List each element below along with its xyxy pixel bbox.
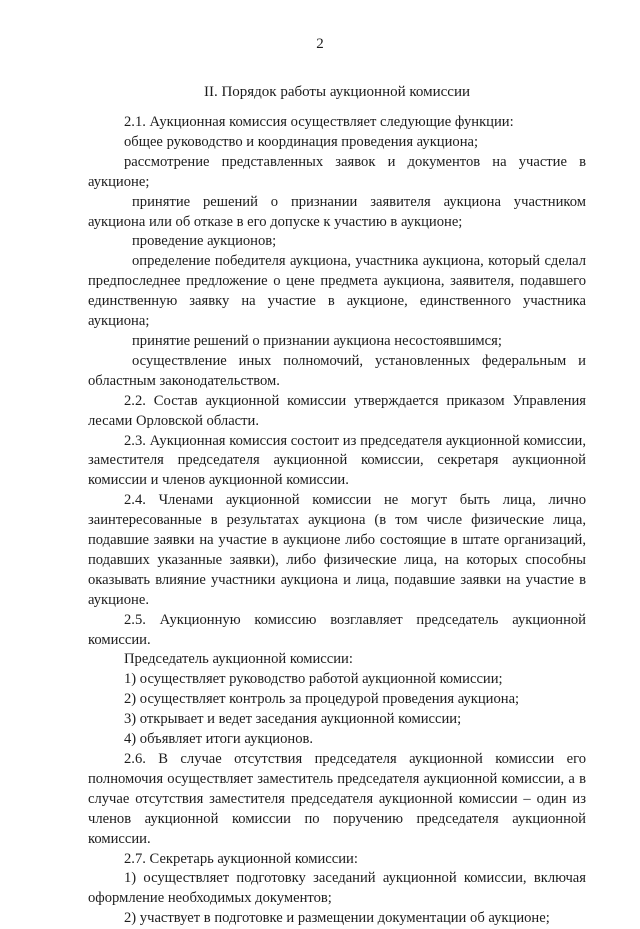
paragraph: 2.3. Аукционная комиссия состоит из председателя аукционной комиссии, заместителя председателя аукционной комиссии, секретаря аукционной комиссии и членов аукционной комиссии. [88,432,586,489]
paragraph: 1) осуществляет подготовку заседаний аукционной комиссии, включая оформление необходимых документов; [88,870,586,907]
paragraph: 2) осуществляет контроль за процедурой проведения аукциона; [124,691,520,708]
paragraph: Председатель аукционной комиссии: [124,651,353,668]
paragraph: 4) объявляет итоги аукционов. [124,731,314,748]
paragraph: 2.4. Членами аукционной комиссии не могут быть лица, лично заинтересованные в результатах аукциона (в том числе физические лица, подавшие заявки на участие в аукционе либо состоящие в штате организаций, подавших указанные заявки), либо физические лица, на которых способны оказывать влияние участники аукциона и лица, подавшие заявки на участие в аукционе. [88,492,586,608]
paragraph: осуществление иных полномочий, установленных федеральным и областным законодательством. [88,352,586,389]
paragraph: принятие решений о признании аукциона несостоявшимся; [132,332,502,349]
paragraph: принятие решений о признании заявителя аукциона участником аукциона или об отказе в его допуске к участию в аукционе; [88,193,586,230]
paragraph: 1) осуществляет руководство работой аукционной комиссии; [124,671,503,688]
paragraph: определение победителя аукциона, участника аукциона, который сделал предпоследнее предложение о цене предмета аукциона, заявителя, подавшего единственную заявку на участие в аукционе, единственного участника аукциона; [88,253,586,330]
paragraph: общее руководство и координация проведения аукциона; [124,133,479,150]
page-number: 2 [316,36,324,52]
paragraph: 2.2. Состав аукционной комиссии утверждается приказом Управления лесами Орловской области. [88,392,586,429]
section-title: II. Порядок работы аукционной комиссии [203,84,471,100]
paragraph: 3) открывает и ведет заседания аукционной комиссии; [124,711,462,728]
paragraph: 2) участвует в подготовке и размещении документации об аукционе; [124,910,550,927]
paragraph: 2.1. Аукционная комиссия осуществляет следующие функции: [124,114,514,130]
section-body [88,113,586,929]
paragraph: 2.5. Аукционную комиссию возглавляет председатель аукционной комиссии. [88,611,586,648]
paragraph: проведение аукционов; [132,233,277,250]
paragraph: 2.7. Секретарь аукционной комиссии: [124,850,358,867]
paragraph: 2.6. В случае отсутствия председателя аукционной комиссии его полномочия осуществляет заместитель председателя аукционной комиссии, а в случае отсутствия заместителя председателя аукционной комиссии – один из членов аукционной комиссии по поручению председателя аукционной комиссии. [88,751,586,847]
paragraph: рассмотрение представленных заявок и документов на участие в аукционе; [88,153,586,190]
